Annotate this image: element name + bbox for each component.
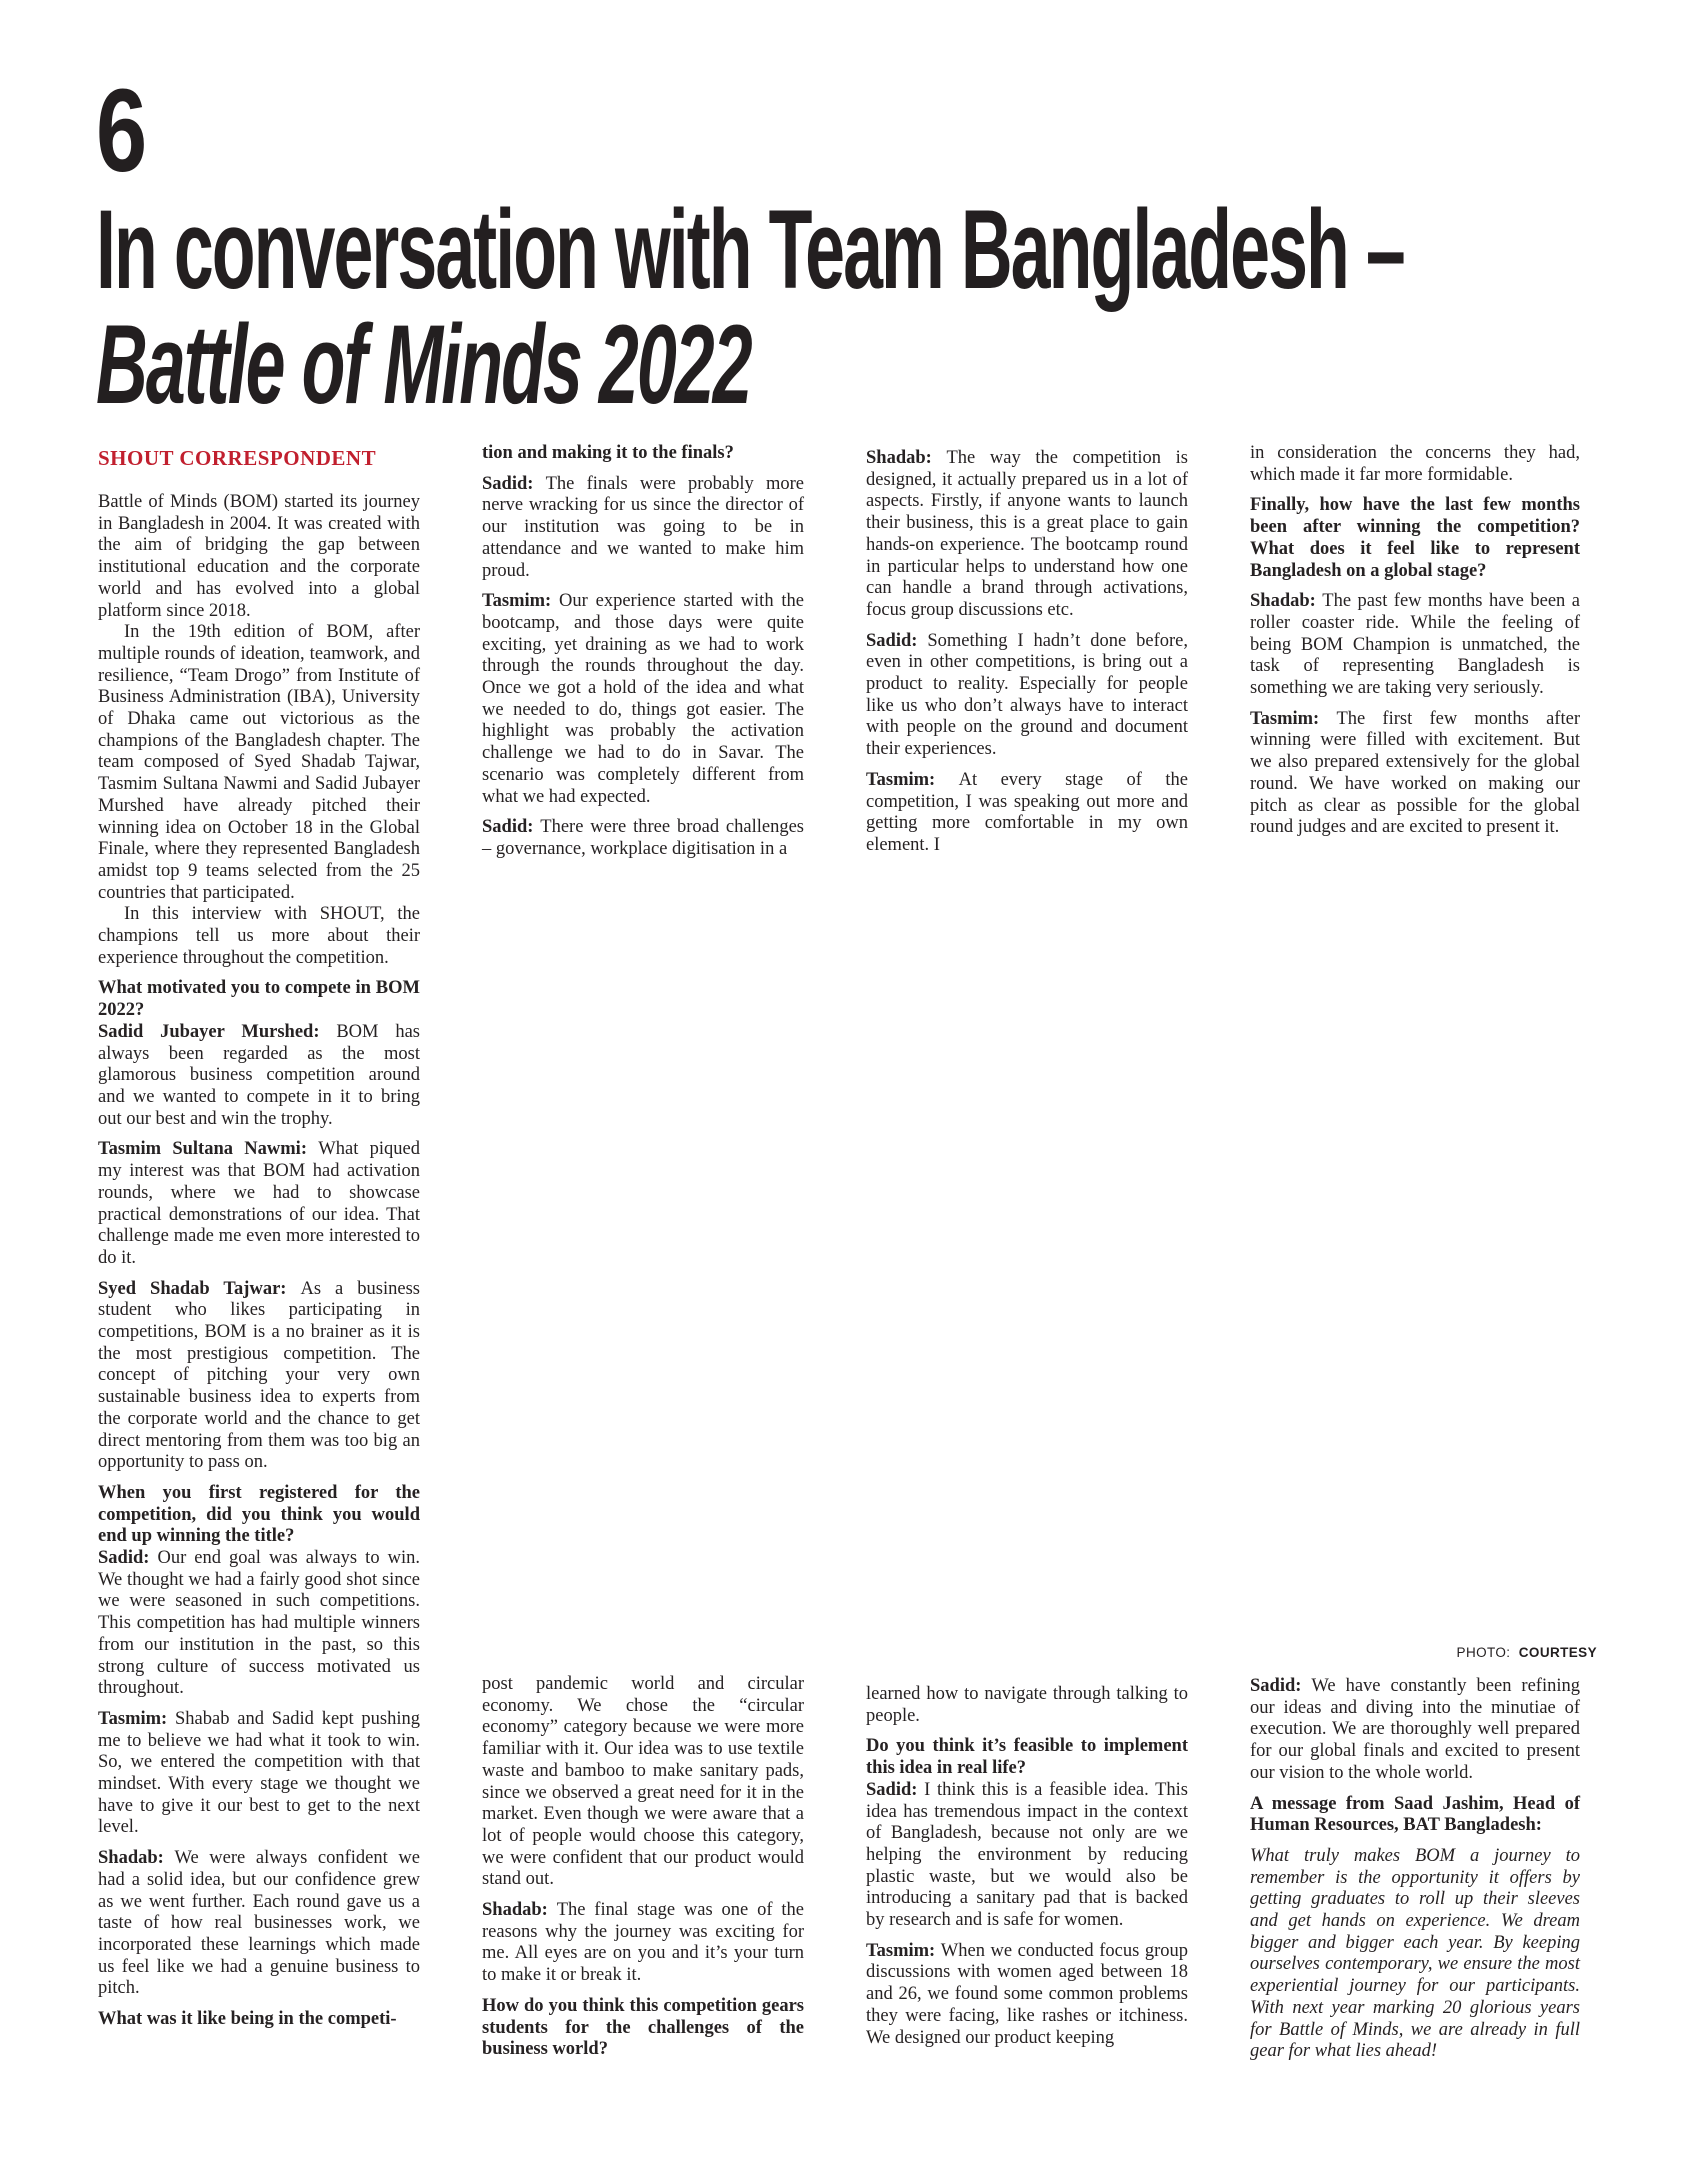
article-paragraph: In this interview with SHOUT, the champions tell us more about their experience throughout the competition. bbox=[98, 904, 420, 968]
interview-question: How do you think this competition gears students for the challenges of the business world? bbox=[482, 1995, 804, 2060]
speaker-name: Syed Shadab Tajwar: bbox=[98, 1278, 301, 1299]
article-paragraph: Sadid: The finals were probably more nerve wracking for us since the director of our institution was going to be in attendance and we wanted to make him proud. bbox=[482, 473, 804, 581]
speaker-name: Sadid: bbox=[866, 1779, 925, 1800]
speaker-name: Sadid: bbox=[482, 817, 541, 838]
speaker-name: Tasmim: bbox=[1250, 708, 1337, 729]
speaker-name: Tasmim: bbox=[98, 1708, 176, 1729]
article-paragraph: Battle of Minds (BOM) started its journey in Bangladesh in 2004. It was created with the aim of bridging the gap between institutional education and the corporate world and has evolved into a global platform since 2018. bbox=[98, 492, 420, 621]
article-paragraph: What truly makes BOM a journey to remember is the opportunity it offers by getting graduates to roll up their sleeves and get hands on experience. We dream bigger and bigger each year. By keeping ourselves contemporary, we ensure the most experiential journey for our participants. With next year marking 20 glorious years for Battle of Minds, we are already in full gear for what lies ahead! bbox=[1250, 1845, 1580, 2062]
speaker-name: Shadab: bbox=[866, 448, 947, 468]
speaker-name: Sadid: bbox=[482, 473, 546, 494]
interview-question: A message from Saad Jashim, Head of Human Resources, BAT Bangladesh: bbox=[1250, 1793, 1580, 1836]
article-paragraph: learned how to navigate through talking to people. bbox=[866, 1684, 1188, 1726]
article-column-2-top bbox=[482, 443, 804, 861]
speaker-name: Tasmim Sultana Nawmi: bbox=[98, 1139, 319, 1160]
interview-question: What motivated you to compete in BOM 2022? bbox=[98, 978, 420, 1021]
speaker-name: Tasmim: bbox=[866, 769, 959, 790]
article-paragraph: Shadab: We were always confident we had a solid idea, but our confidence grew as we went further. Each round gave us a taste of how real businesses work, we incorporated these learnings which made us feel like we had a genuine business to pitch. bbox=[98, 1848, 420, 1999]
article-paragraph: Sadid: Something I hadn’t done before, even in other competitions, is bring out a product to reality. Especially for people like us who don’t always have to interact with people on the ground and document their experiences. bbox=[866, 630, 1189, 760]
article-paragraph: Tasmim: At every stage of the competition, I was speaking out more and getting more comfortable in my own element. I bbox=[866, 769, 1189, 855]
speaker-name: Tasmim: bbox=[866, 1940, 941, 1961]
article-paragraph: Tasmim: Our experience started with the bootcamp, and those days were quite exciting, yet draining as we had to work through the rounds throughout the day. Once we got a hold of the idea and what we needed to do, things got easier. The highlight was probably the activation challenge we had to do in Savar. The scenario was completely different from what we had expected. bbox=[482, 591, 804, 807]
article-paragraph: In the 19th edition of BOM, after multiple rounds of ideation, teamwork, and resilience, “Team Drogo” from Institute of Business Administration (IBA), University of Dhaka came out victorious as the champions of the Bangladesh chapter. The team composed of Syed Shadab Tajwar, Tasmim Sultana Nawmi and Sadid Jubayer Murshed have already pitched their winning idea on October 18 in the Global Finale, where they represented Bangladesh amidst top 9 teams selected from the 25 countries that participated. bbox=[98, 622, 420, 903]
speaker-name: Shadab: bbox=[1250, 591, 1323, 612]
article-headline-line-1: In conversation with Team Bangladesh – bbox=[96, 187, 1404, 312]
article-paragraph: Syed Shadab Tajwar: As a business student who likes participating in competitions, BOM is a no brainer as it is the most prestigious competition. The concept of pitching your very own sustainable business idea to experts from the corporate world and the chance to get direct mentoring from them was too big an opportunity to pass on. bbox=[98, 1278, 420, 1473]
article-paragraph: Tasmim: When we conducted focus group discussions with women aged between 18 and 26, we found some common problems they were facing, like rashes or itchiness. We designed our product keeping bbox=[866, 1940, 1189, 2048]
article-paragraph: in consideration the concerns they had, which made it far more formidable. bbox=[1250, 443, 1580, 485]
article-paragraph: Tasmim: The first few months after winning were filled with excitement. But we also prepared extensively for the global round. We have worked on making our pitch as clear as possible for the global round judges and are excited to present it. bbox=[1250, 708, 1580, 838]
article-paragraph: Sadid: I think this is a feasible idea. This idea has tremendous impact in the context of Bangladesh, because not only are we helping the environment by reducing plastic waste, but we would also be introducing a sanitary pad that is backed by research and is safe for women. bbox=[866, 1779, 1188, 1931]
photo-caption bbox=[1250, 1645, 1597, 1660]
article-headline-line-2: Battle of Minds 2022 bbox=[96, 302, 751, 427]
article-column-4-top bbox=[1250, 443, 1580, 839]
article-column-3-bottom bbox=[866, 1684, 1188, 2049]
photo-caption-credit: COURTESY bbox=[1518, 1645, 1597, 1660]
article-paragraph: Sadid: There were three broad challenges – governance, workplace digitisation in a bbox=[482, 817, 805, 859]
interview-question: tion and making it to the finals? bbox=[482, 443, 734, 463]
byline-kicker: SHOUT CORRESPONDENT bbox=[98, 446, 377, 470]
article-paragraph: Sadid: We have constantly been refining our ideas and diving into the minutiae of execution. We are thoroughly well prepared for our global finals and excited to present our vision to the whole world. bbox=[1250, 1676, 1580, 1783]
interview-question: When you first registered for the competition, did you think you would end up winning the title? bbox=[98, 1482, 420, 1547]
article-paragraph: Sadid: Our end goal was always to win. We thought we had a fairly good shot since we were seasoned in such competitions. This competition has had multiple winners from our institution in the past, so this strong culture of success motivated us throughout. bbox=[98, 1548, 420, 1699]
photo-caption-label: PHOTO: bbox=[1456, 1645, 1511, 1660]
article-column-2-bottom bbox=[482, 1674, 804, 2061]
page-number: 6 bbox=[96, 65, 148, 197]
article-paragraph: post pandemic world and circular economy. We chose the “circular economy” category because we were more familiar with it. Our idea was to use textile waste and bamboo to make sanitary pads, since we observed a great need for it in the market. Even though we were aware that a lot of people would choose this category, we were confident that our product would stand out. bbox=[482, 1674, 804, 1890]
article-paragraph: Shadab: The final stage was one of the reasons why the journey was exciting for me. All eyes are on you and it’s your turn to make it or break it. bbox=[482, 1900, 804, 1986]
article-column-3-top bbox=[866, 448, 1188, 857]
speaker-name: Sadid: bbox=[866, 630, 928, 651]
speaker-name: Sadid Jubayer Murshed: bbox=[98, 1021, 337, 1042]
article-paragraph: Tasmim: Shabab and Sadid kept pushing me to believe we had what it took to win. So, we entered the competition with that mindset. With every stage we thought we have to give it our best to get to the next level. bbox=[98, 1708, 420, 1838]
speaker-name: Shadab: bbox=[98, 1848, 175, 1869]
photo-area bbox=[482, 872, 1596, 1634]
interview-question: What was it like being in the competi- bbox=[98, 2009, 397, 2030]
article-paragraph: Shadab: The past few months have been a roller coaster ride. While the feeling of being BOM Champion is unmatched, the task of representing Bangladesh is something we are taking very seriously. bbox=[1250, 591, 1580, 699]
article-paragraph: Sadid Jubayer Murshed: BOM has always been regarded as the most glamorous business competition around and we wanted to compete in it to bring out our best and win the trophy. bbox=[98, 1021, 420, 1129]
article-column-4-bottom bbox=[1250, 1676, 1580, 2063]
speaker-name: Tasmim: bbox=[482, 591, 560, 612]
speaker-name: Sadid: bbox=[98, 1548, 158, 1569]
interview-question: Finally, how have the last few months been after winning the competition? What does it feel like to represent Bangladesh on a global stage? bbox=[1250, 495, 1580, 581]
interview-question: Do you think it’s feasible to implement this idea in real life? bbox=[866, 1736, 1188, 1779]
speaker-name: Sadid: bbox=[1250, 1676, 1312, 1696]
article-column-1 bbox=[98, 492, 420, 2031]
article-paragraph: Tasmim Sultana Nawmi: What piqued my interest was that BOM had activation rounds, where we had to showcase practical demonstrations of our idea. That challenge made me even more interested to do it. bbox=[98, 1139, 420, 1268]
article-paragraph: Shadab: The way the competition is designed, it actually prepared us in a lot of aspects. Firstly, if anyone wants to launch their business, this is a great place to gain hands-on experience. The bootcamp round in particular helps to understand how one can handle a brand through activations, focus group discussions etc. bbox=[866, 448, 1188, 620]
speaker-name: Shadab: bbox=[482, 1900, 557, 1921]
